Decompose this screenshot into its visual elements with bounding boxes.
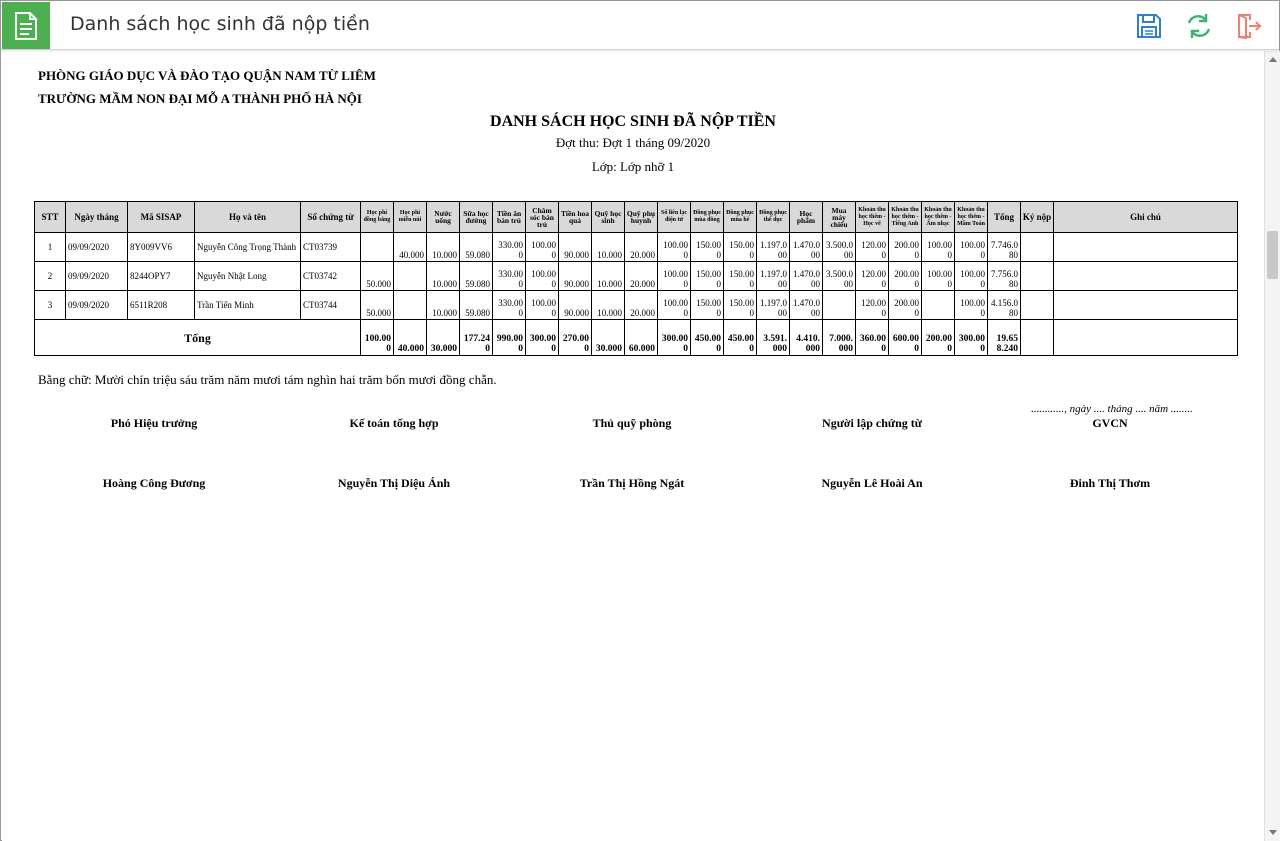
column-header: Số chứng từ [301, 202, 361, 233]
save-button[interactable] [1134, 11, 1164, 41]
table-cell: 20.000 [625, 262, 658, 291]
table-cell: 59.080 [460, 233, 493, 262]
signer-role: Phó Hiệu trưởng [110, 416, 198, 430]
amount-in-words: Bằng chữ: Mười chín triệu sáu trăm năm mươi tám nghìn hai trăm bốn mươi đồng chẵn. [38, 372, 497, 387]
refresh-icon [1185, 13, 1213, 39]
total-cell: 60.000 [625, 320, 658, 356]
table-cell: 330.000 [493, 233, 526, 262]
report-title: DANH SÁCH HỌC SINH ĐÃ NỘP TIỀN [490, 113, 776, 130]
total-cell: 200.000 [922, 320, 955, 356]
signer-name: Nguyễn Thị Diệu Ánh [337, 476, 451, 490]
table-cell: 150.000 [724, 291, 757, 320]
total-cell: 600.000 [889, 320, 922, 356]
table-cell [1021, 233, 1054, 262]
title-bar [1, 1, 1279, 50]
column-header: Quỹ phụ huynh [625, 202, 658, 233]
report-period: Đợt thu: Đợt 1 tháng 09/2020 [555, 135, 711, 150]
column-header: Học phí miễn núi [394, 202, 427, 233]
column-header: Sổ liên lạc điện tử [658, 202, 691, 233]
table-cell: 50.000 [361, 291, 394, 320]
table-cell: 3 [35, 291, 66, 320]
table-cell: 4.156.080 [988, 291, 1021, 320]
report-class: Lớp: Lớp nhỡ 1 [591, 159, 675, 174]
table-cell: 1.197.000 [757, 291, 790, 320]
signer-role: Thủ quỹ phòng [592, 416, 672, 430]
column-header: Đồng phục thể dục [757, 202, 790, 233]
total-cell: 30.000 [427, 320, 460, 356]
table-cell: 150.000 [691, 233, 724, 262]
column-header: Họ và tên [195, 202, 301, 233]
total-cell [1021, 320, 1054, 356]
table-cell [1021, 291, 1054, 320]
table-cell: 1 [35, 233, 66, 262]
total-cell: 450.000 [724, 320, 757, 356]
table-cell: CT03744 [301, 291, 361, 320]
table-cell: 150.000 [724, 262, 757, 291]
column-header: Khoản thu học thêm - Mầm Toán [955, 202, 988, 233]
signer-name: Nguyễn Lê Hoài An [821, 476, 923, 490]
table-cell: 100.000 [658, 291, 691, 320]
table-cell: 8Y009VV6 [128, 233, 195, 262]
table-cell: 330.000 [493, 262, 526, 291]
column-header: Mã SISAP [128, 202, 195, 233]
total-cell: 19.658.240 [988, 320, 1021, 356]
signer-role: GVCN [1092, 416, 1128, 430]
total-cell: 300.000 [955, 320, 988, 356]
table-cell [394, 262, 427, 291]
table-cell: 7.746.080 [988, 233, 1021, 262]
total-cell [1054, 320, 1238, 356]
signer-role: Người lập chứng từ [822, 416, 922, 430]
total-row [35, 320, 1238, 356]
column-header: Khoản thu học thêm - Âm nhạc [922, 202, 955, 233]
column-header: Quỹ học sinh [592, 202, 625, 233]
table-cell: 50.000 [361, 262, 394, 291]
total-cell: 450.000 [691, 320, 724, 356]
column-header: Tiền hoa quả [559, 202, 592, 233]
table-cell: 100.000 [922, 262, 955, 291]
total-cell: 4.410.000 [790, 320, 823, 356]
table-cell: CT03742 [301, 262, 361, 291]
column-header: Tiền ăn bán trú [493, 202, 526, 233]
total-cell: 7.000.000 [823, 320, 856, 356]
table-cell: 1.470.000 [790, 233, 823, 262]
table-cell: 10.000 [427, 291, 460, 320]
table-cell: 59.080 [460, 291, 493, 320]
table-cell: 6511R208 [128, 291, 195, 320]
table-cell: 150.000 [691, 262, 724, 291]
table-cell: 100.000 [658, 233, 691, 262]
document-icon [2, 2, 50, 49]
total-cell: 300.000 [658, 320, 691, 356]
table-cell: 120.000 [856, 262, 889, 291]
save-icon [1136, 13, 1162, 39]
table-cell [394, 291, 427, 320]
exit-icon [1236, 13, 1262, 39]
table-cell: 120.000 [856, 291, 889, 320]
column-header: Đồng phục mùa đông [691, 202, 724, 233]
column-header: Ghi chú [1054, 202, 1238, 233]
table-cell: 1.197.000 [757, 262, 790, 291]
table-cell: 200.000 [889, 233, 922, 262]
table-cell: Nguyễn Nhật Long [195, 262, 301, 291]
total-cell: 177.240 [460, 320, 493, 356]
table-cell: 3.500.000 [823, 262, 856, 291]
scroll-down-arrow-icon[interactable] [1269, 830, 1277, 835]
table-cell [361, 233, 394, 262]
table-cell: 8244OPY7 [128, 262, 195, 291]
report-viewer [2, 51, 1264, 841]
table-cell: 100.000 [658, 262, 691, 291]
table-cell: 100.000 [526, 262, 559, 291]
total-cell: 270.000 [559, 320, 592, 356]
signer-name: Hoàng Công Đương [102, 476, 206, 490]
payment-table [34, 201, 1238, 356]
table-cell [1054, 233, 1238, 262]
table-cell: 1.470.000 [790, 291, 823, 320]
table-cell [1054, 262, 1238, 291]
org-line-1: PHÒNG GIÁO DỤC VÀ ĐÀO TẠO QUẬN NAM TỪ LIÊM [38, 68, 376, 83]
table-cell: 10.000 [592, 262, 625, 291]
table-cell: 150.000 [724, 233, 757, 262]
table-cell: Trần Tiến Minh [195, 291, 301, 320]
total-cell: 990.000 [493, 320, 526, 356]
column-header: Ngày tháng [66, 202, 128, 233]
table-cell: 3.500.000 [823, 233, 856, 262]
table-cell: 7.756.080 [988, 262, 1021, 291]
column-header: Khoản thu học thêm - Tiếng Anh [889, 202, 922, 233]
table-cell: 1.470.000 [790, 262, 823, 291]
table-cell: 59.080 [460, 262, 493, 291]
window-title: Danh sách học sinh đã nộp tiền [70, 13, 370, 35]
total-cell: 300.000 [526, 320, 559, 356]
table-cell: 10.000 [592, 233, 625, 262]
table-cell: 90.000 [559, 233, 592, 262]
total-cell: 30.000 [592, 320, 625, 356]
table-cell: 09/09/2020 [66, 291, 128, 320]
table-cell: 100.000 [955, 291, 988, 320]
table-cell: 200.000 [889, 291, 922, 320]
signer-name: Đinh Thị Thơm [1069, 476, 1151, 490]
column-header: Chăm sóc bán trú [526, 202, 559, 233]
date-line: ............, ngày .... tháng .... năm ........ [1031, 403, 1193, 415]
signer-role: Kế toán tổng hợp [349, 416, 439, 430]
table-cell: 100.000 [526, 291, 559, 320]
table-cell: 09/09/2020 [66, 262, 128, 291]
column-header: Đồng phục mùa hè [724, 202, 757, 233]
scrollbar-thumb[interactable] [1267, 231, 1278, 279]
table-cell: 10.000 [592, 291, 625, 320]
table-cell: 40.000 [394, 233, 427, 262]
table-cell: 120.000 [856, 233, 889, 262]
exit-button[interactable] [1234, 11, 1264, 41]
table-cell [1021, 262, 1054, 291]
table-cell: 90.000 [559, 291, 592, 320]
table-cell: 1.197.000 [757, 233, 790, 262]
table-cell: 10.000 [427, 262, 460, 291]
column-header: Sữa học đường [460, 202, 493, 233]
column-header: STT [35, 202, 66, 233]
table-cell: 100.000 [922, 233, 955, 262]
table-cell [922, 291, 955, 320]
column-header: Học phẩm [790, 202, 823, 233]
table-cell: CT03739 [301, 233, 361, 262]
table-cell: 2 [35, 262, 66, 291]
table-cell: 150.000 [691, 291, 724, 320]
column-header: Ký nộp [1021, 202, 1054, 233]
total-cell: 100.000 [361, 320, 394, 356]
table-cell: 20.000 [625, 291, 658, 320]
table-cell [823, 291, 856, 320]
table-cell: Nguyễn Công Trọng Thành [195, 233, 301, 262]
column-header: Học phí đồng bằng [361, 202, 394, 233]
scroll-up-arrow-icon[interactable] [1269, 57, 1277, 62]
total-label: Tổng [35, 320, 361, 356]
column-header: Mua máy chiếu [823, 202, 856, 233]
table-row [35, 233, 1238, 262]
signer-name: Trần Thị Hồng Ngát [579, 476, 685, 490]
table-row [35, 262, 1238, 291]
refresh-button[interactable] [1184, 11, 1214, 41]
table-cell [1054, 291, 1238, 320]
table-cell: 20.000 [625, 233, 658, 262]
table-row [35, 291, 1238, 320]
org-line-2: TRƯỜNG MẦM NON ĐẠI MỖ A THÀNH PHỐ HÀ NỘI [38, 91, 362, 106]
total-cell: 3.591.000 [757, 320, 790, 356]
table-cell: 100.000 [955, 262, 988, 291]
table-cell: 90.000 [559, 262, 592, 291]
vertical-scrollbar[interactable] [1264, 51, 1280, 841]
table-cell: 100.000 [955, 233, 988, 262]
total-cell: 360.000 [856, 320, 889, 356]
column-header: Tổng [988, 202, 1021, 233]
total-cell: 40.000 [394, 320, 427, 356]
table-cell: 09/09/2020 [66, 233, 128, 262]
table-cell: 10.000 [427, 233, 460, 262]
column-header: Nước uống [427, 202, 460, 233]
column-header: Khoản thu học thêm - Học vẽ [856, 202, 889, 233]
table-cell: 100.000 [526, 233, 559, 262]
table-cell: 200.000 [889, 262, 922, 291]
table-cell: 330.000 [493, 291, 526, 320]
